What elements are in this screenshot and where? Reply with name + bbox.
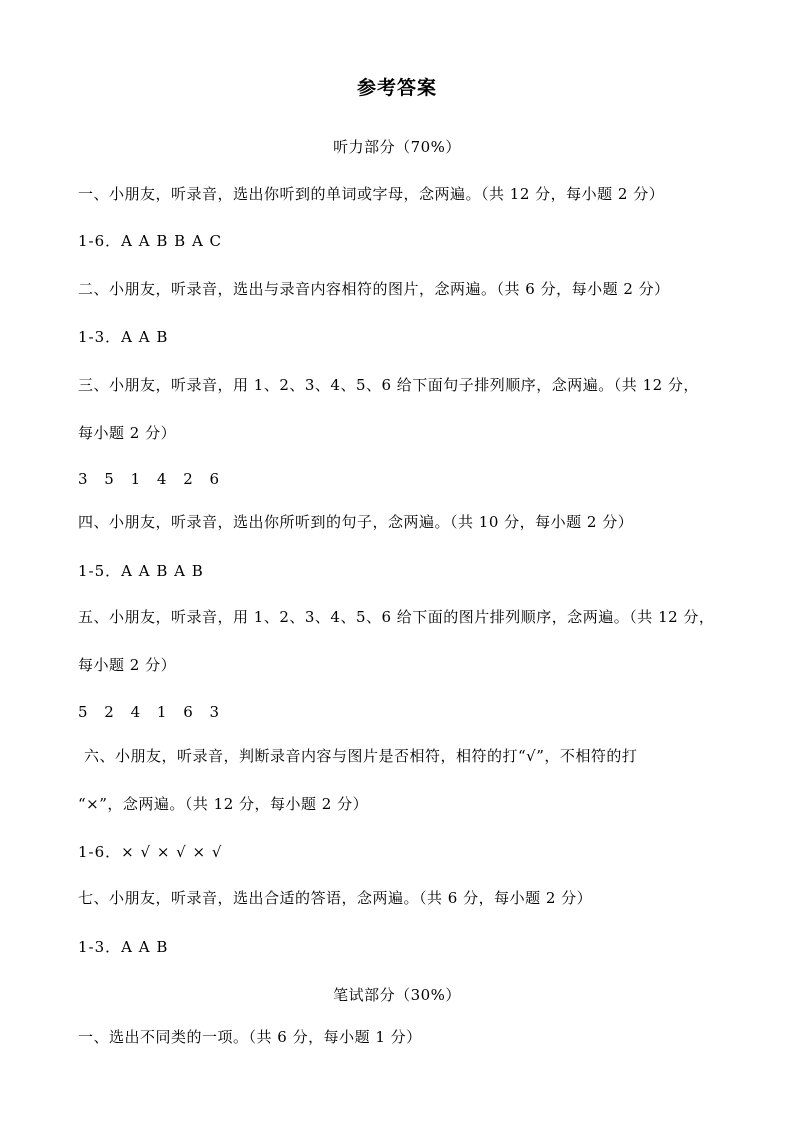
question-2-prompt: 二、小朋友，听录音，选出与录音内容相符的图片，念两遍。（共 6 分，每小题 2 分） — [78, 280, 670, 298]
page-title: 参考答案 — [356, 77, 437, 99]
section-header-writing: 笔试部分（30%） — [333, 986, 461, 1004]
question-5-prompt-line2: 每小题 2 分） — [78, 656, 177, 674]
question-1-answer: 1-6．A A B B A C — [78, 232, 223, 250]
question-4-prompt: 四、小朋友，听录音，选出你所听到的句子，念两遍。（共 10 分，每小题 2 分） — [78, 513, 634, 531]
question-2-answer: 1-3．A A B — [78, 328, 169, 346]
section-header-listening: 听力部分（70%） — [333, 138, 461, 156]
writing-question-1-prompt: 一、选出不同类的一项。（共 6 分，每小题 1 分） — [78, 1028, 422, 1046]
question-5-prompt-line1: 五、小朋友，听录音，用 1、2、3、4、5、6 给下面的图片排列顺序，念两遍。（共 12 分， — [78, 608, 715, 626]
question-5-answer: 5 2 4 1 6 3 — [78, 703, 221, 721]
question-7-answer: 1-3．A A B — [78, 938, 169, 956]
question-1-prompt: 一、小朋友，听录音，选出你听到的单词或字母，念两遍。（共 12 分，每小题 2 分） — [78, 185, 665, 203]
question-3-prompt-line2: 每小题 2 分） — [78, 424, 177, 442]
question-6-prompt-line1: 六、小朋友，听录音，判断录音内容与图片是否相符，相符的打“√”，不相符的打 — [84, 747, 638, 765]
question-4-answer: 1-5．A A B A B — [78, 562, 204, 580]
question-7-prompt: 七、小朋友，听录音，选出合适的答语，念两遍。（共 6 分，每小题 2 分） — [78, 889, 593, 907]
question-3-answer: 3 5 1 4 2 6 — [78, 470, 221, 488]
question-3-prompt-line1: 三、小朋友，听录音，用 1、2、3、4、5、6 给下面句子排列顺序，念两遍。（共 12 分， — [78, 376, 699, 394]
question-6-prompt-line2: “×”，念两遍。（共 12 分，每小题 2 分） — [78, 795, 369, 813]
question-6-answer: 1-6．× √ × √ × √ — [78, 843, 223, 861]
